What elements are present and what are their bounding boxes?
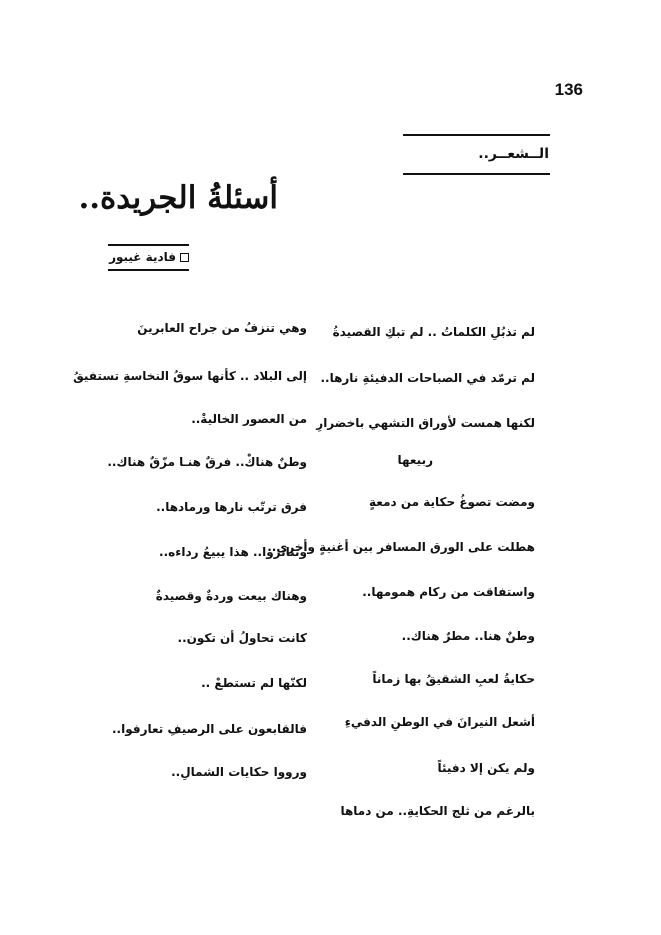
poem-line: فالقابعون على الرصيفِ تعارفوا.. (112, 722, 307, 736)
poem-line: من العصور الخاليةْ.. (191, 412, 307, 426)
poem-line: ورووا حكايات الشمالِ.. (171, 765, 307, 779)
poem-line: ولم يكن إلا دفيئاً (437, 761, 535, 775)
poem-line: وهناك بيعت وردةٌ وقصيدةٌ (155, 589, 307, 603)
poem-line: ومضت تصوغُ حكاية من دمعةٍ (369, 495, 535, 509)
poem-line: وطنٌ هنا.. مطرٌ هناك.. (401, 629, 535, 643)
poem-line: وطنٌ هناكْ.. فرقٌ هنـا مزّقٌ هناك.. (107, 455, 307, 469)
poem-line: لكنها همست لأوراق التشهي باخضرارِ (316, 416, 535, 430)
page-number: 136 (554, 80, 583, 99)
poem-line: فرق ترتّب نارها ورمادها.. (156, 500, 307, 514)
poem-title: أسئلةُ الجريدة.. (78, 180, 278, 216)
poem-line: أشعل النيرانَ في الوطنِ الدفيءِ (344, 715, 535, 729)
section-label: الــشعــر.. (478, 146, 549, 162)
poem-line: إلى البلاد .. كأنها سوقُ النخاسةِ تستفيقُ (73, 369, 307, 383)
poem-line: لم ترمّد في الصباحات الدفيئةِ نارها.. (320, 371, 535, 385)
author-name: فادية غيبور (109, 250, 176, 264)
poem-line: وهي تنزفُ من جراح العابرينَ (137, 321, 307, 335)
poem-line: ربيعها (397, 453, 433, 467)
poem-line: لم تذبُلِ الكلماتُ .. لم تبكِ القصيدةُ (332, 325, 535, 339)
poem-line: واستفاقت من ركام همومها.. (362, 585, 535, 599)
poem-line: وتثاثروا.. هذا يبيعُ رداءه.. (159, 545, 307, 559)
poem-line: بالرغم من ثلج الحكايةِ.. من دماها (340, 804, 535, 818)
poem-left-column (73, 0, 307, 935)
poem-line: كانت تحاولُ أن تكون.. (177, 631, 307, 645)
poem-line: هطلت على الورق المسافر بين أغنيةٍ وأخرى.. (267, 540, 535, 554)
poem-line: حكايةُ لعبِ الشقيقُ بها زماناً (372, 672, 535, 686)
poem-line: لكنّها لم تستطعْ .. (201, 676, 307, 690)
poem-right-column (267, 0, 535, 935)
